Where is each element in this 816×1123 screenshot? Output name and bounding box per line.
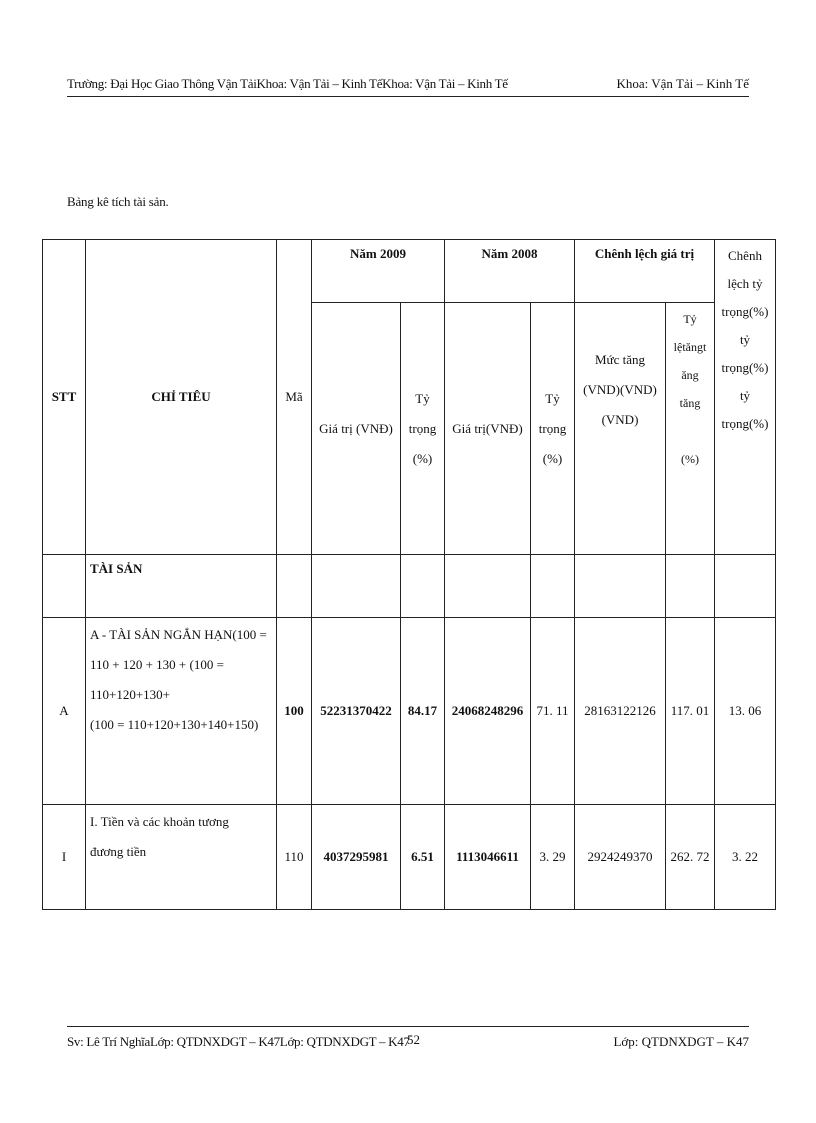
row-i-gia-tri-2009: 4037295981 (312, 805, 401, 910)
header-tlt-line-1: Tỷ (683, 312, 697, 326)
header-tlt-line-3: ăng (681, 368, 699, 382)
header-ty-trong-2009 (401, 303, 445, 555)
footer-left-text: Sv: Lê Trí NghĩaLớp: QTDNXDGT – K47Lớp: QTDNXDGT – K47 (67, 1034, 410, 1049)
header-chi-tieu: CHỈ TIÊU (86, 240, 277, 555)
row-i-ty-trong-2008: 3. 29 (531, 805, 575, 910)
row-a-chi-tieu (86, 618, 277, 805)
header-gia-tri-2008: Giá trị(VNĐ) (445, 303, 531, 555)
header-cltt-line-3: trọng(%) (721, 304, 769, 319)
row-a-muc-tang: 28163122126 (575, 618, 666, 805)
section-gia-tri-2008 (445, 555, 531, 618)
header-muc-tang (575, 303, 666, 555)
header-tlt-line-5 (666, 417, 714, 445)
row-a-ty-le-tang: 117. 01 (666, 618, 715, 805)
page-footer (67, 1026, 749, 1049)
header-ma: Mã (277, 240, 312, 555)
header-tt2008-line-3: (%) (542, 450, 563, 466)
row-a-chi-tieu-line-2: 110 + 120 + 130 + (100 = (90, 657, 224, 672)
row-i-muc-tang: 2924249370 (575, 805, 666, 910)
header-nam-2008: Năm 2008 (445, 240, 575, 303)
header-nam-2009: Năm 2009 (312, 240, 445, 303)
section-row (43, 555, 776, 618)
section-label: TÀI SẢN (86, 555, 277, 618)
row-i-chenh-lech-ty-trong: 3. 22 (715, 805, 776, 910)
header-tt2009-line-1: Tỷ (415, 390, 430, 406)
header-tt2009-line-3: (%) (412, 450, 433, 466)
row-a-stt: A (43, 618, 86, 805)
page-number: 52 (407, 1032, 420, 1047)
row-a-chi-tieu-line-3: 110+120+130+ (90, 687, 171, 702)
header-chenh-lech-gia-tri: Chênh lệch giá trị (575, 240, 715, 303)
row-a-chi-tieu-line-1: A - TÀI SẢN NGẮN HẠN(100 = (90, 627, 267, 642)
section-ma (277, 555, 312, 618)
header-left-text: Trường: Đại Học Giao Thông Vận TảiKhoa: Vận Tải – Kinh TếKhoa: Vận Tải – Kinh Tế (67, 76, 508, 91)
row-a-gia-tri-2008: 24068248296 (445, 618, 531, 805)
section-ty-le-tang (666, 555, 715, 618)
section-ty-trong-2008 (531, 555, 575, 618)
row-i-ty-trong-2009: 6.51 (401, 805, 445, 910)
row-a-ma: 100 (277, 618, 312, 805)
header-tlt-line-4: tăng (679, 396, 701, 410)
header-cltt-line-2: lệch tỷ (727, 276, 763, 291)
footer-right-text: Lớp: QTDNXDGT – K47 (613, 1034, 749, 1049)
table-row (43, 618, 776, 805)
header-stt: STT (43, 240, 86, 555)
header-muc-tang-line-3: (VND) (601, 412, 639, 427)
header-cltt-line-4: tỷ (739, 332, 751, 347)
table-caption: Bảng kê tích tài sản. (67, 194, 169, 209)
section-stt (43, 555, 86, 618)
header-tlt-line-2: lệtăngt (673, 340, 707, 354)
row-a-ty-trong-2008: 71. 11 (531, 618, 575, 805)
header-ty-trong-2008 (531, 303, 575, 555)
header-right-text: Khoa: Vận Tải – Kinh Tế (616, 76, 749, 91)
row-a-gia-tri-2009: 52231370422 (312, 618, 401, 805)
header-muc-tang-line-1: Mức tăng (594, 352, 645, 367)
page-header (67, 74, 749, 97)
header-tt2008-line-2: trọng (538, 420, 567, 436)
header-tt2008-line-1: Tỷ (545, 390, 560, 406)
row-i-chi-tieu-line-2: đương tiền (90, 844, 147, 859)
asset-table (42, 239, 776, 910)
row-i-chi-tieu (86, 805, 277, 910)
row-i-ma: 110 (277, 805, 312, 910)
row-i-chi-tieu-line-1: I. Tiền và các khoản tương (90, 814, 229, 829)
header-gia-tri-2009: Giá trị (VNĐ) (312, 303, 401, 555)
row-i-stt: I (43, 805, 86, 910)
section-ty-trong-2009 (401, 555, 445, 618)
header-ty-le-tang (666, 303, 715, 555)
section-chenh-lech (715, 555, 776, 618)
header-row-1 (43, 240, 776, 303)
row-i-gia-tri-2008: 1113046611 (445, 805, 531, 910)
header-cltt-line-7: trọng(%) (721, 416, 769, 431)
section-gia-tri-2009 (312, 555, 401, 618)
row-a-chi-tieu-line-4: (100 = 110+120+130+140+150) (90, 717, 259, 732)
row-a-ty-trong-2009: 84.17 (401, 618, 445, 805)
header-muc-tang-line-2: (VND)(VND) (583, 382, 657, 397)
header-cltt-line-6: tỷ (739, 388, 751, 403)
header-chenh-lech-ty-trong (715, 240, 776, 555)
header-tt2009-line-2: trọng (408, 420, 437, 436)
table-row (43, 805, 776, 910)
section-muc-tang (575, 555, 666, 618)
header-cltt-line-5: trọng(%) (721, 360, 769, 375)
header-cltt-line-1: Chênh (728, 248, 762, 263)
row-a-chenh-lech-ty-trong: 13. 06 (715, 618, 776, 805)
header-tlt-line-6: (%) (681, 452, 699, 466)
row-i-ty-le-tang: 262. 72 (666, 805, 715, 910)
